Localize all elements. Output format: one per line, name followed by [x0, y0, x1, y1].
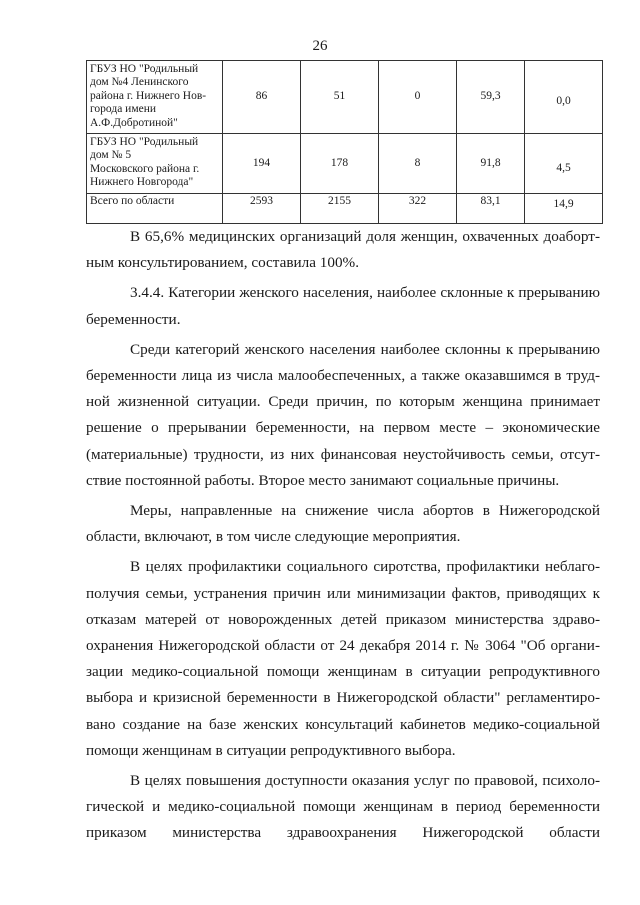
table-cell-name — [87, 193, 223, 223]
table-cell-name — [87, 61, 223, 134]
table-cell: 8 — [379, 134, 457, 194]
table-cell: 86 — [223, 61, 301, 134]
section-heading: 3.4.4. Категории женского населения, наиболее склонные к прерыванию беременности. — [86, 284, 600, 328]
name-line: А.Ф.Добротиной" — [90, 116, 178, 129]
table-cell: 51 — [301, 61, 379, 134]
page-number: 26 — [312, 38, 328, 54]
table-row-total — [87, 193, 603, 223]
body-text — [86, 224, 600, 851]
table-cell: 4,5 — [525, 134, 603, 194]
paragraph: В 65,6% медицинских организаций доля женщин, охваченных доабортным консультированием, составила 100%. — [86, 228, 600, 272]
table-cell-name — [87, 134, 223, 194]
name-line: ГБУЗ НО "Родильный — [90, 136, 199, 149]
table-row — [87, 134, 603, 194]
table-cell: 2155 — [301, 193, 379, 223]
paragraph: Среди категорий женского населения наиболее склонны к прерыванию беременности лица из числа малообеспеченных, а также оказавшимся в трудной жизненной ситуации. Среди причин, по которым женщина принимает решение о прерывании беременности, на первом месте – экономические (материальные) трудности, из них финансовая неустойчивость семьи, отсутствие постоянной работы. Второе место занимают социальные причины. — [86, 340, 600, 489]
table-cell: 194 — [223, 134, 301, 194]
paragraph: В целях повышения доступности оказания услуг по правовой, психологической и медико-социальной помощи женщинам в период беременности приказом министерства здравоохранения Нижегородской области — [86, 772, 600, 842]
name-line: Всего по области — [90, 194, 175, 207]
name-line: дом № 5 — [90, 149, 132, 162]
table-row — [87, 61, 603, 134]
paragraph: Меры, направленные на снижение числа абортов в Нижегородской области, включают, в том числе следующие мероприятия. — [86, 502, 600, 546]
table-cell: 0 — [379, 61, 457, 134]
name-line: ГБУЗ НО "Родильный — [90, 63, 199, 75]
table-cell: 322 — [379, 193, 457, 223]
table-cell: 83,1 — [457, 193, 525, 223]
name-line: Нижнего Новгорода" — [90, 176, 194, 189]
name-line: Московского района г. — [90, 162, 200, 175]
name-line: дом №4 Ленинского — [90, 76, 189, 89]
table-cell: 178 — [301, 134, 379, 194]
name-line: города имени — [90, 103, 157, 116]
table-cell: 0,0 — [525, 61, 603, 134]
statistics-table — [86, 60, 603, 224]
table-cell: 59,3 — [457, 61, 525, 134]
name-line: района г. Нижнего Нов- — [90, 89, 207, 102]
paragraph: В целях профилактики социального сиротства, профилактики неблагополучия семьи, устранения причин или минимизации фактов, приводящих к отказам матерей от новорожденных детей приказом министерства здравоохранения Нижегородской области от 24 декабря 2014 г. № 3064 "Об организации медико-социальной помощи женщинам в ситуации репродуктивного выбора и кризисной беременности в Нижегородской области" регламентировано создание на базе женских консультаций кабинетов медико-социальной помощи женщинам в ситуации репродуктивного выбора. — [86, 558, 600, 759]
table-cell: 2593 — [223, 193, 301, 223]
table-cell: 14,9 — [525, 193, 603, 223]
table-cell: 91,8 — [457, 134, 525, 194]
